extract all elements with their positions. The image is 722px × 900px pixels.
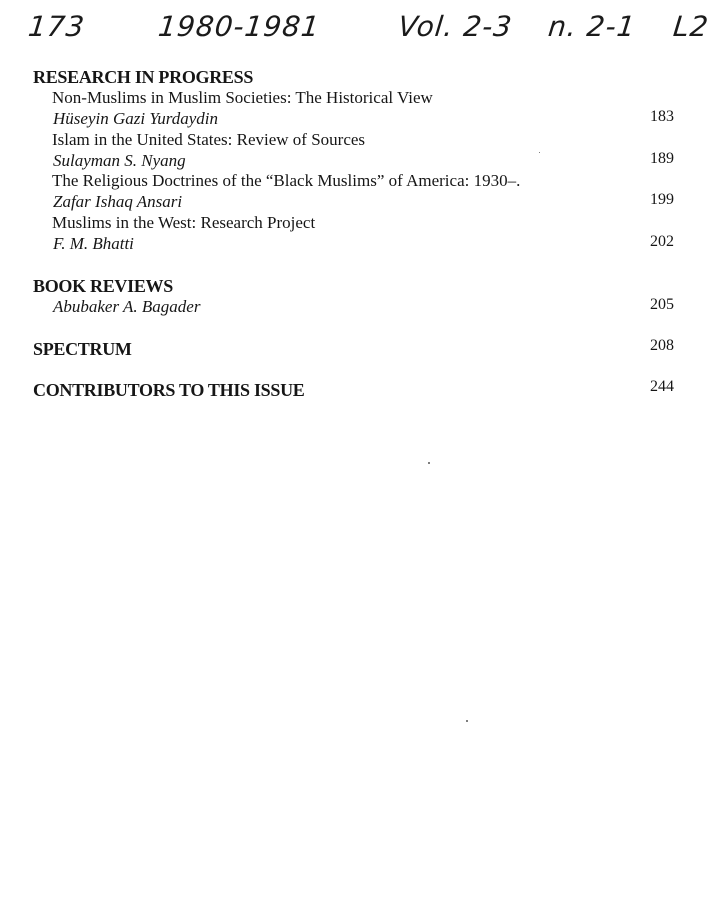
spectrum-page: 208 bbox=[650, 337, 674, 354]
entry-author-3: Zafar Ishaq Ansari bbox=[53, 192, 183, 211]
contributors-heading: CONTRIBUTORS TO THIS ISSUE bbox=[33, 380, 305, 400]
handwritten-number: 173 bbox=[26, 10, 87, 43]
handwritten-issue: n. 2-1 bbox=[546, 10, 638, 43]
entry-page-4: 202 bbox=[650, 233, 674, 250]
book-reviews-heading: BOOK REVIEWS bbox=[33, 276, 173, 296]
entry-author-1: Hüseyin Gazi Yurdaydin bbox=[53, 109, 218, 128]
entry-author-4: F. M. Bhatti bbox=[53, 234, 134, 253]
entry-page-3: 199 bbox=[650, 191, 674, 208]
entry-title-4: Muslims in the West: Research Project bbox=[52, 213, 316, 232]
handwritten-volume: Vol. 2-3 bbox=[396, 10, 515, 43]
entry-author-2: Sulayman S. Nyang bbox=[53, 151, 186, 170]
contributors-page: 244 bbox=[650, 378, 674, 395]
scan-speck bbox=[539, 152, 540, 153]
book-reviews-author: Abubaker A. Bagader bbox=[53, 297, 201, 316]
scan-speck bbox=[466, 720, 468, 722]
entry-title-3: The Religious Doctrines of the “Black Muslims” of America: 1930–. bbox=[52, 171, 521, 190]
book-reviews-page: 205 bbox=[650, 296, 674, 313]
research-in-progress-heading: RESEARCH IN PROGRESS bbox=[33, 67, 254, 87]
entry-title-2: Islam in the United States: Review of Sources bbox=[52, 130, 366, 149]
entry-page-2: 189 bbox=[650, 150, 674, 167]
scan-speck bbox=[428, 462, 430, 464]
spectrum-heading: SPECTRUM bbox=[33, 339, 132, 359]
handwritten-years: 1980-1981 bbox=[156, 10, 322, 43]
handwritten-code: L2 bbox=[671, 10, 711, 43]
entry-page-1: 183 bbox=[650, 108, 674, 125]
entry-title-1: Non-Muslims in Muslim Societies: The Historical View bbox=[52, 88, 433, 107]
